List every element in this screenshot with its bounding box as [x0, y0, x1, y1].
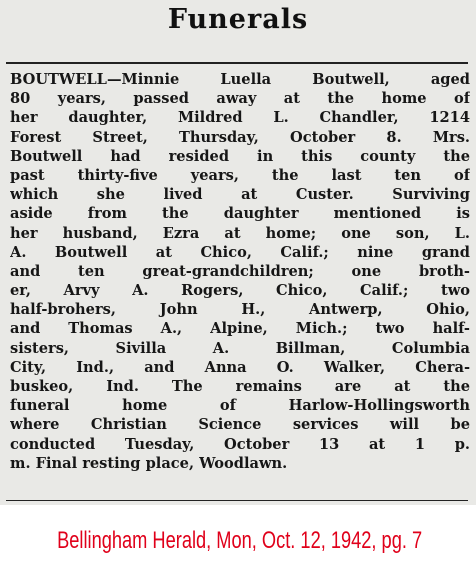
obituary-line: and Thomas A., Alpine, Mich.; two half-	[10, 320, 470, 338]
obituary-line: and ten great-grandchildren; one broth-	[10, 262, 470, 280]
obituary-line: A. Boutwell at Chico, Calif.; nine grand	[10, 243, 470, 261]
obituary-line: 80 years, passed away at the home of	[10, 90, 470, 108]
obituary-line: sisters, Sivilla A. Billman, Columbia	[10, 339, 470, 357]
obituary-line: her husband, Ezra at home; one son, L.	[10, 224, 470, 242]
obituary-line: funeral home of Harlow-Hollingsworth	[10, 397, 470, 415]
obituary-line: past thirty-five years, the last ten of	[10, 166, 470, 184]
heading-rule	[6, 62, 468, 64]
section-heading: Funerals	[167, 4, 309, 35]
source-caption: Bellingham Herald, Mon, Oct. 12, 1942, pg. 7	[57, 527, 423, 554]
obituary-text	[10, 70, 470, 473]
obituary-line: her daughter, Mildred L. Chandler, 1214	[10, 109, 470, 127]
obituary-line: which she lived at Custer. Surviving	[10, 186, 470, 204]
obituary-line: conducted Tuesday, October 13 at 1 p.	[10, 435, 470, 453]
obituary-line: buskeo, Ind. The remains are at the	[10, 378, 470, 395]
obituary-line: where Christian Science services will be	[10, 416, 470, 434]
obituary-line: aside from the daughter mentioned is	[10, 205, 470, 223]
obituary-line: er, Arvy A. Rogers, Chico, Calif.; two	[10, 282, 470, 300]
obituary-line: Forest Street, Thursday, October 8. Mrs.	[10, 128, 470, 146]
obituary-line: City, Ind., and Anna O. Walker, Chera-	[10, 358, 470, 376]
bottom-rule	[6, 500, 468, 501]
obituary-line: m. Final resting place, Woodlawn.	[10, 454, 288, 472]
obituary-line: half-brohers, John H., Antwerp, Ohio,	[10, 301, 470, 319]
obituary-line: Boutwell had resided in this county the	[10, 147, 470, 165]
obituary-line: BOUTWELL—Minnie Luella Boutwell, aged	[10, 71, 470, 88]
